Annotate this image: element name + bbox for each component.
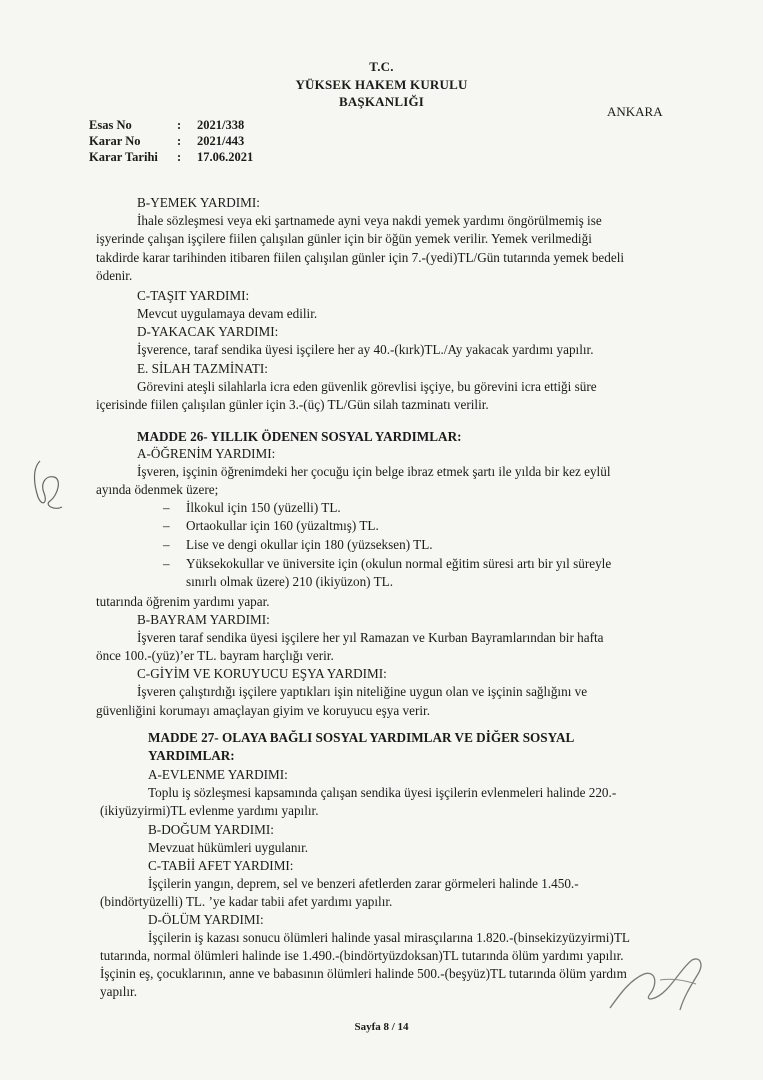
meta-esas-key: Esas No [89,118,132,132]
header-presidency: BAŞKANLIĞI [338,94,425,109]
meta-karar-value: 2021/443 [197,134,245,148]
meta-tarih-value: 17.06.2021 [197,150,254,164]
heading-tasit: C-TAŞIT YARDIMI: [137,288,250,303]
body-line: işyerinde çalışan işçilere fiilen çalışılan günler için bir öğün yemek verilir. Yemek verilmediği [96,231,592,246]
body-line: Görevini ateşli silahlarla icra eden güvenlik görevlisi işçiye, bu görevini icra ettiği süre [137,379,597,394]
signature-paraph [600,950,720,1020]
list-item-cont: sınırlı olmak üzere) 210 (ikiyüzon) TL. [186,574,394,589]
body-line: takdirde karar tarihinden itibaren fiilen çalışılan günler için 7.-(yedi)TL/Gün tutarında yemek bedeli [96,250,625,265]
body-line: tutarında, normal ölümleri halinde ise 1.490.-(bindörtyüzdoksan)TL tutarında ölüm yardımı yapılır. [100,948,624,963]
heading-bayram: B-BAYRAM YARDIMI: [137,612,270,627]
header-tc: T.C. [369,59,394,74]
header-institution: YÜKSEK HAKEM KURULU [295,77,468,92]
heading-madde-27: MADDE 27- OLAYA BAĞLI SOSYAL YARDIMLAR VE DİĞER SOSYAL [148,730,575,745]
body-line: Toplu iş sözleşmesi kapsamında çalışan sendika üyesi işçilerin evlenmeleri halinde 220.- [148,785,617,800]
heading-yemek: B-YEMEK YARDIMI: [137,195,260,210]
heading-yakacak: D-YAKACAK YARDIMI: [137,324,279,339]
body-line: (ikiyüzyirmi)TL evlenme yardımı yapılır. [100,803,319,818]
body-line: İşveren çalıştırdığı işçilere yaptıkları işin niteliğine uygun olan ve işçinin sağlığını ve [137,684,588,699]
list-item: Yüksekokullar ve üniversite için (okulun normal eğitim süresi artı bir yıl süreyle [186,556,612,571]
body-line: içerisinde fiilen çalışılan günler için 3.-(üç) TL/Gün silah tazminatı verilir. [96,397,489,412]
handwritten-mark [28,455,68,515]
heading-dogum: B-DOĞUM YARDIMI: [148,822,274,837]
body-line: İşçilerin yangın, deprem, sel ve benzeri afetlerden zarar görmeleri halinde 1.450.- [148,876,579,891]
heading-giyim: C-GİYİM VE KORUYUCU EŞYA YARDIMI: [137,666,387,681]
body-line: (bindörtyüzelli) TL. ’ye kadar tabii afet yardımı yapılır. [100,894,393,909]
header-city: ANKARA [607,104,663,119]
heading-madde-26: MADDE 26- YILLIK ÖDENEN SOSYAL YARDIMLAR: [137,429,462,444]
body-line: ayında ödenmek üzere; [96,482,219,497]
meta-esas: Esas No : 2021/338 [89,118,245,132]
list-item: Lise ve dengi okullar için 180 (yüzseksen) TL. [186,537,433,552]
meta-tarih: Karar Tarihi : 17.06.2021 [89,150,254,164]
body-line: Mevzuat hükümleri uygulanır. [148,840,309,855]
heading-olum: D-ÖLÜM YARDIMI: [148,912,264,927]
meta-esas-value: 2021/338 [197,118,245,132]
body-line: İşveren, işçinin öğrenimdeki her çocuğu için belge ibraz etmek şartı ile yılda bir kez eylül [137,464,611,479]
meta-karar-key: Karar No [89,134,141,148]
body-line: önce 100.-(yüz)’er TL. bayram harçlığı verir. [96,648,334,663]
heading-ogrenim: A-ÖĞRENİM YARDIMI: [137,446,276,461]
page-number: Sayfa 8 / 14 [354,1021,409,1033]
meta-karar: Karar No : 2021/443 [89,134,245,148]
body-line: İşçinin eş, çocuklarının, anne ve babasının ölümleri halinde 500.-(beşyüz)TL tutarında ölüm yardım [100,966,627,981]
document-page: T.C. YÜKSEK HAKEM KURULU BAŞKANLIĞI ANKARA Esas No : 2021/338 Karar No : 2021/443 Karar Tarihi : 17.06.2021 B-YEMEK YARDIMI: İhale sözleşmesi veya eki şartnamede ayni veya nakdi yemek yardımı öngörülmemiş ise işyerinde çalışan işçilere fiilen çalışılan günler için bir öğün yemek verilir. Yemek verilmediği takdirde karar tarihinden itibaren fiilen çalışılan günler için 7.-(yedi)TL/Gün tutarında yemek bedeli ödenir. C-TAŞIT YARDIMI: Mevcut uygulamaya devam edilir. D-YAKACAK YARDIMI: İşverence, taraf sendika üyesi işçilere her ay 40.-(kırk)TL./Ay yakacak yardımı yapılır. E. SİLAH TAZMİNATI: Görevini ateşli silahlarla icra eden güvenlik görevlisi işçiye, bu görevini icra ettiği süre içerisinde fiilen çalışılan günler için 3.-(üç) TL/Gün silah tazminatı verilir. MADDE 26- YILLIK ÖDENEN SOSYAL YARDIMLAR: A-ÖĞRENİM YARDIMI: İşveren, işçinin öğrenimdeki her çocuğu için belge ibraz etmek şartı ile yılda bir kez eylül ayında ödenmek üzere; – İlkokul için 150 (yüzelli) TL. – Ortaokullar için 160 (yüzaltmış) TL. – Lise ve dengi okullar için 180 (yüzseksen) TL. – Yüksekokullar ve üniversite için (okulun normal eğitim süresi artı bir yıl süreyle sınırlı olmak üzere) 210 (ikiyüzon) TL. tutarında öğrenim yardımı yapar. B-BAYRAM YARDIMI: İşveren taraf sendika üyesi işçilere her yıl Ramazan ve Kurban Bayramlarından bir hafta önce 100.-(yüz)’er TL. bayram harçlığı verir. C-GİYİM VE KORUYUCU EŞYA YARDIMI: İşveren çalıştırdığı işçilere yaptıkları işin niteliğine uygun olan ve işçinin sağlığını ve güvenliğini korumayı amaçlayan giyim ve koruyucu eşya verir. MADDE 27- OLAYA BAĞLI SOSYAL YARDIMLAR VE DİĞER SOSYAL YARDIMLAR: A-EVLENME YARDIMI: Toplu iş sözleşmesi kapsamında çalışan sendika üyesi işçilerin evlenmeleri halinde 220.- (ikiyüzyirmi)TL evlenme yardımı yapılır. B-DOĞUM YARDIMI: Mevzuat hükümleri uygulanır. C-TABİİ AFET YARDIMI: İşçilerin yangın, deprem, sel ve benzeri afetlerden zarar görmeleri halinde 1.450.- (bindörtyüzelli) TL. ’ye kadar tabii afet yardımı yapılır. D-ÖLÜM YARDIMI: İşçilerin iş kazası sonucu ölümleri halinde yasal mirasçılarına 1.820.-(binsekizyüzyirmi)TL tutarında, normal ölümleri halinde ise 1.490.-(bindörtyüzdoksan)TL tutarında ölüm yardımı yapılır. İşçinin eş, çocuklarının, anne ve babasının ölümleri halinde 500.-(beşyüz)TL tutarında ölüm yardım yapılır. Sayfa 8 / 14 [0,0,763,1080]
list-item: Ortaokullar için 160 (yüzaltmış) TL. [186,518,379,533]
body-line: yapılır. [100,984,137,999]
heading-silah: E. SİLAH TAZMİNATI: [137,361,268,376]
heading-madde-27-cont: YARDIMLAR: [148,748,235,763]
body-line: güvenliğini korumayı amaçlayan giyim ve koruyucu eşya verir. [96,703,430,718]
body-line: ödenir. [96,268,133,283]
body-line: tutarında öğrenim yardımı yapar. [96,594,270,609]
body-line: İşveren taraf sendika üyesi işçilere her yıl Ramazan ve Kurban Bayramlarından bir hafta [137,630,604,645]
body-line: İşverence, taraf sendika üyesi işçilere her ay 40.-(kırk)TL./Ay yakacak yardımı yapılır. [137,342,594,357]
heading-evlenme: A-EVLENME YARDIMI: [148,767,288,782]
body-line: İşçilerin iş kazası sonucu ölümleri halinde yasal mirasçılarına 1.820.-(binsekizyüzyirmi)TL [148,930,630,945]
body-line: Mevcut uygulamaya devam edilir. [137,306,318,321]
body-line: İhale sözleşmesi veya eki şartnamede ayni veya nakdi yemek yardımı öngörülmemiş ise [137,213,602,228]
heading-afet: C-TABİİ AFET YARDIMI: [148,858,294,873]
meta-tarih-key: Karar Tarihi [89,150,158,164]
list-item: İlkokul için 150 (yüzelli) TL. [186,500,341,515]
